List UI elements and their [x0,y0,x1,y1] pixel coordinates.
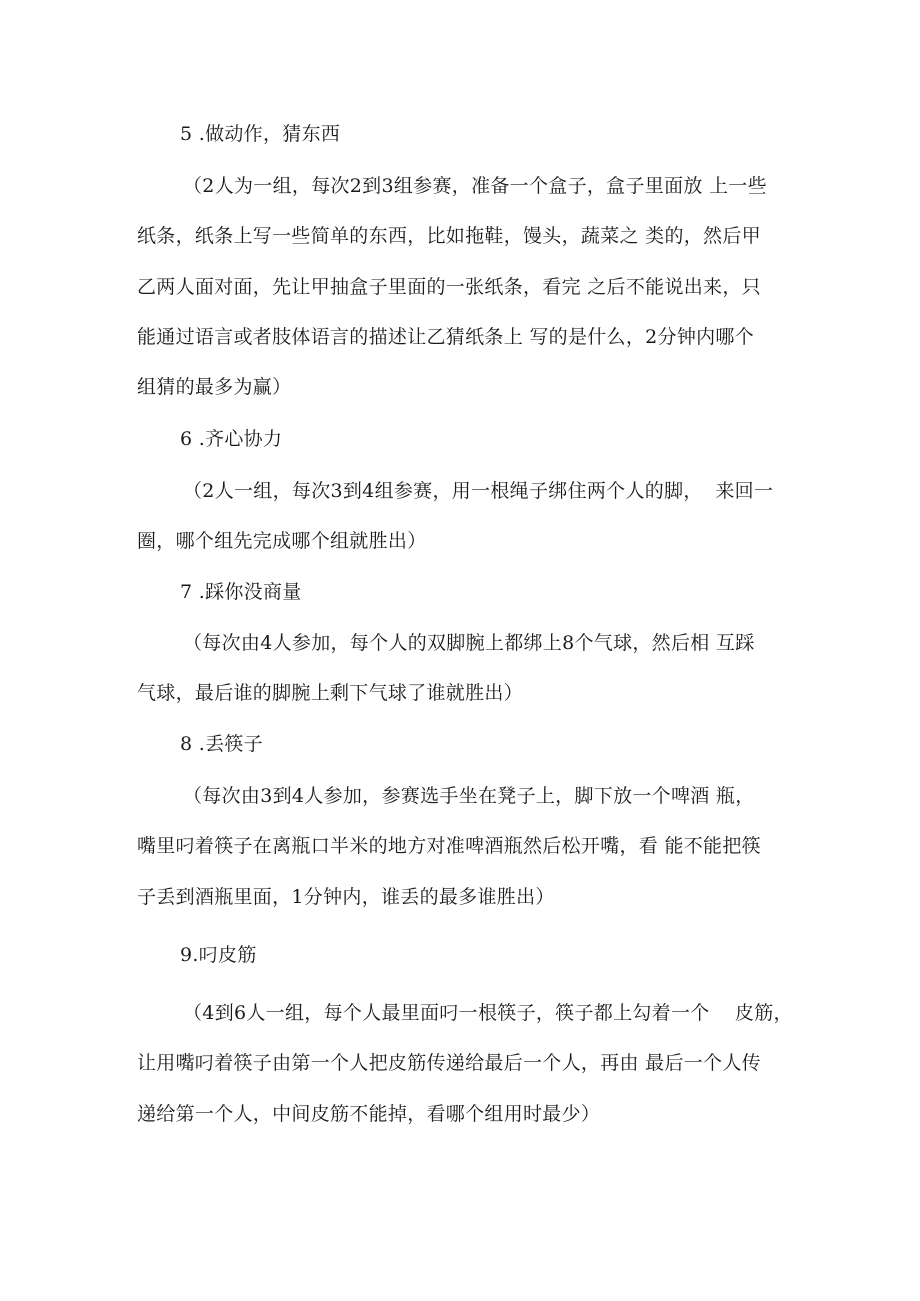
section-heading: 8 .丢筷子 [180,733,263,755]
paragraph-line: （2人为一组，每次2到3组参赛，准备一个盒子，盒子里面放 上一些 [183,175,767,197]
paragraph-line: 组猜的最多为赢） [137,376,292,398]
section-heading: 9.叼皮筋 [180,944,257,966]
section-heading: 7 .踩你没商量 [180,581,302,603]
section-heading: 5 .做动作，猜东西 [180,123,341,145]
paragraph-line: 气球，最后谁的脚腕上剩下气球了谁就胜出） [137,682,524,704]
section-heading: 6 .齐心协力 [180,428,283,450]
paragraph-line: 乙两人面对面，先让甲抽盒子里面的一张纸条，看完 之后不能说出来，只 [137,276,761,298]
paragraph-line: 嘴里叼着筷子在离瓶口半米的地方对准啤酒瓶然后松开嘴，看 能不能把筷 [137,835,761,857]
paragraph-line: 递给第一个人，中间皮筋不能掉，看哪个组用时最少） [137,1103,601,1125]
paragraph-line: （每次由3到4人参加，参赛选手坐在凳子上，脚下放一个啤酒 瓶， [183,785,755,807]
paragraph-line: （每次由4人参加，每个人的双脚腕上都绑上8个气球，然后相 互踩 [183,632,755,654]
paragraph-line: 纸条，纸条上写一些简单的东西，比如拖鞋，馒头，蔬菜之 类的，然后甲 [137,225,761,247]
paragraph-line: 子丢到酒瓶里面，1分钟内，谁丢的最多谁胜出） [137,886,555,908]
paragraph-line: 能通过语言或者肢体语言的描述让乙猜纸条上 写的是什么，2分钟内哪个 [137,326,755,348]
paragraph-line: （4到6人一组，每个人最里面叼一根筷子，筷子都上勾着一个 皮筋， [183,1002,793,1024]
paragraph-line: 让用嘴叼着筷子由第一个人把皮筋传递给最后一个人，再由 最后一个人传 [137,1052,761,1074]
paragraph-line: （2人一组，每次3到4组参赛，用一根绳子绑住两个人的脚， 来回一 [183,480,774,502]
paragraph-line: 圈，哪个组先完成哪个组就胜出） [137,530,427,552]
